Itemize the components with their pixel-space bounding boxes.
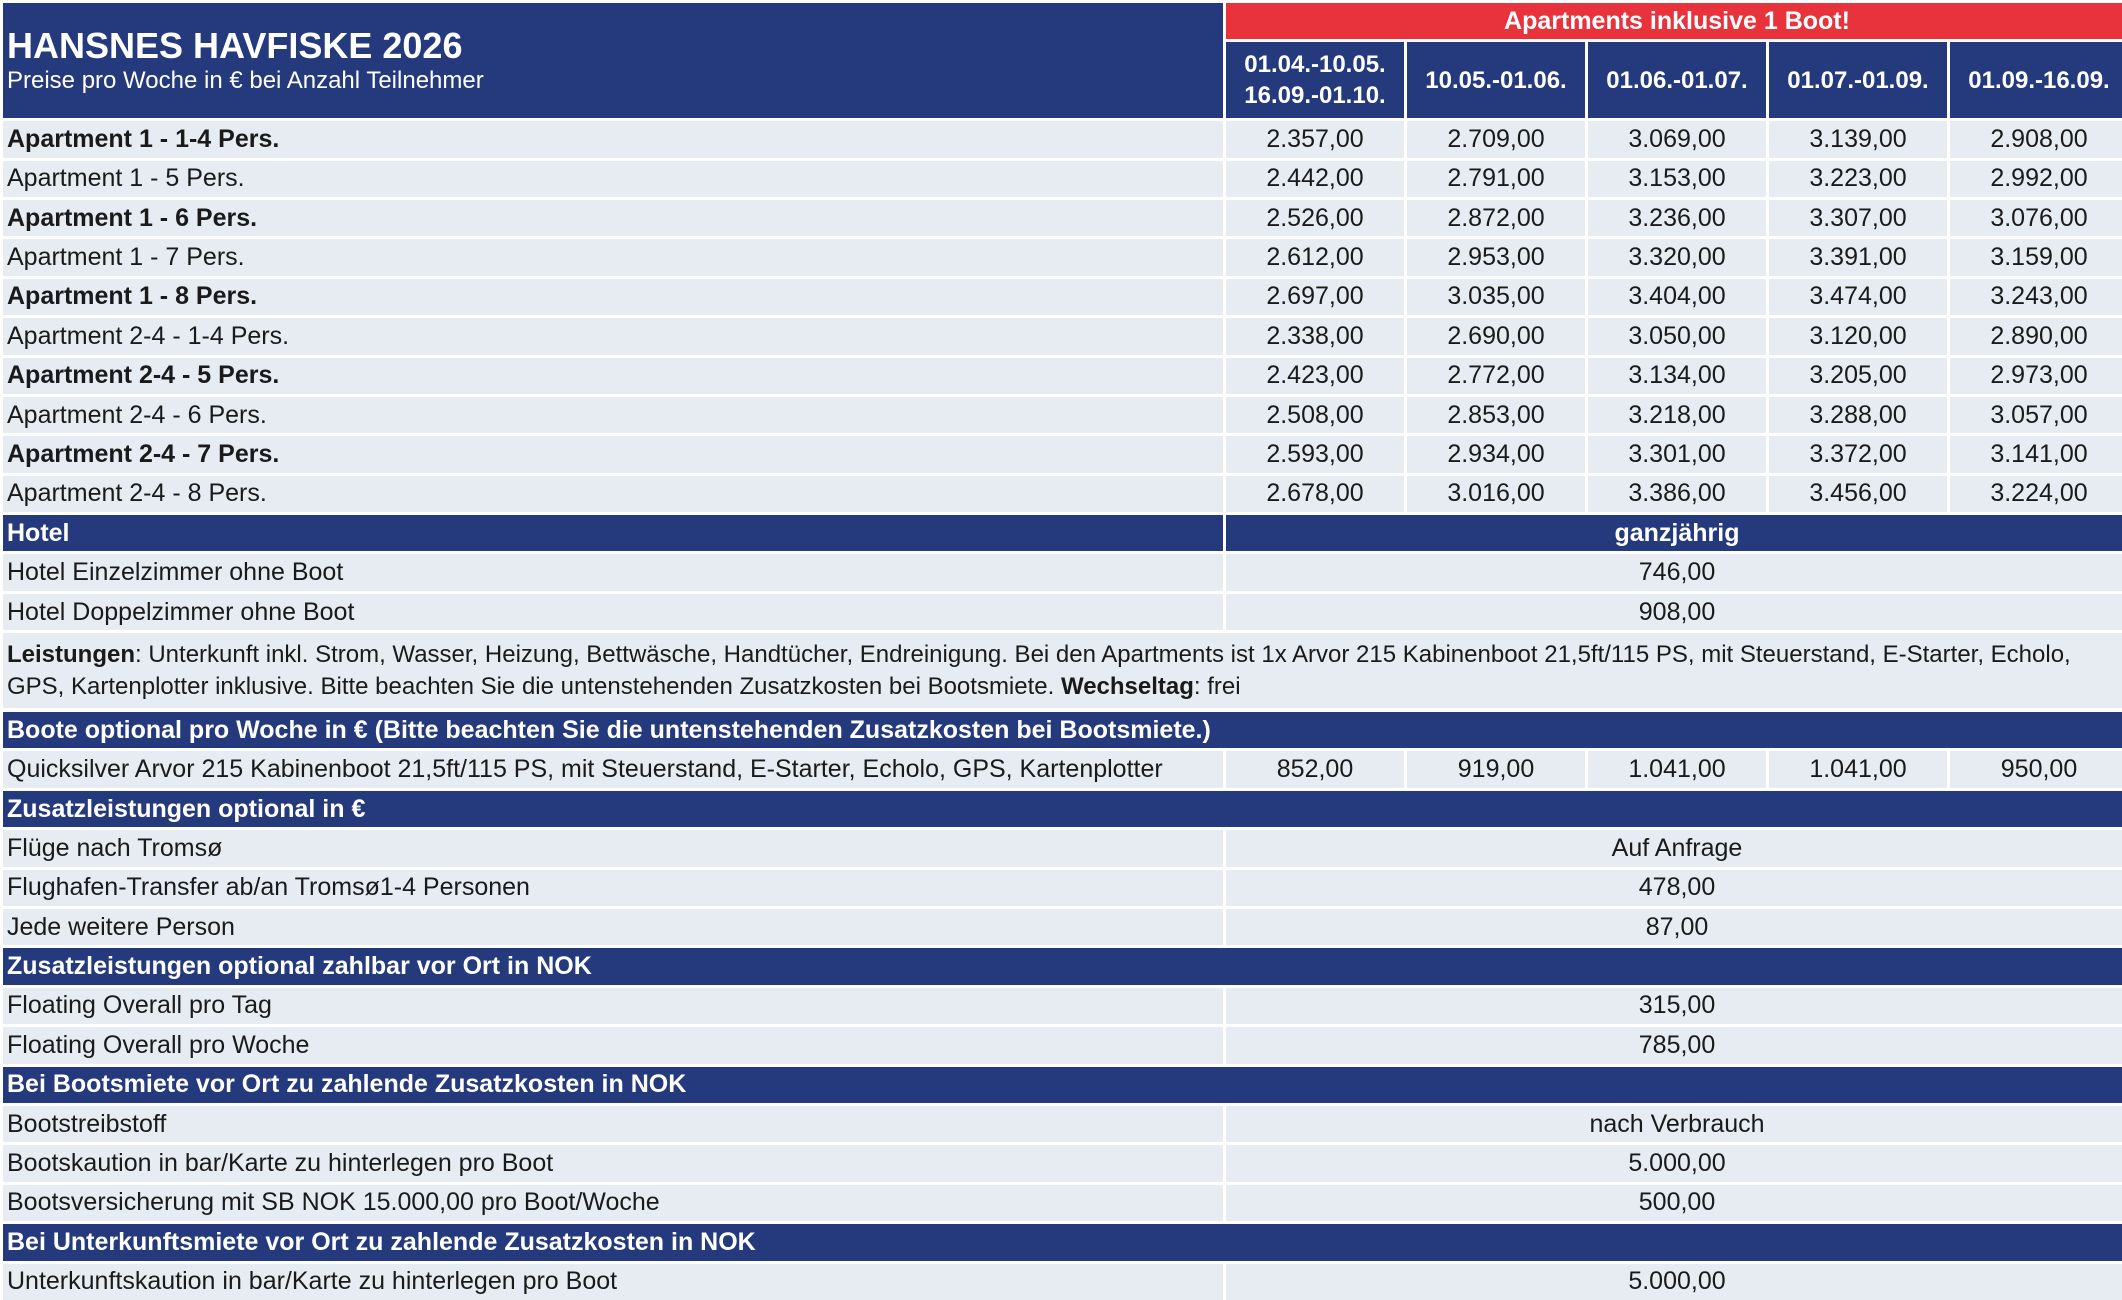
apartment-row-label: Apartment 1 - 1-4 Pers. xyxy=(3,121,1223,157)
price-cell: 3.134,00 xyxy=(1588,358,1766,394)
extra-row-label: Flüge nach Tromsø xyxy=(3,830,1223,866)
price-cell: 2.338,00 xyxy=(1226,318,1404,354)
price-cell: 3.474,00 xyxy=(1769,279,1947,315)
price-cell: 3.159,00 xyxy=(1950,239,2122,275)
season-1-line1: 01.04.-10.05. xyxy=(1244,51,1386,79)
boat-cost-row-label: Bootsversicherung mit SB NOK 15.000,00 pro Boot/Woche xyxy=(3,1185,1223,1221)
price-cell: 3.307,00 xyxy=(1769,200,1947,236)
extra-row-label: Jede weitere Person xyxy=(3,909,1223,945)
apartment-row-label: Apartment 1 - 5 Pers. xyxy=(3,161,1223,197)
apartments-banner: Apartments inklusive 1 Boot! xyxy=(1226,3,2122,39)
apartment-row-label: Apartment 1 - 7 Pers. xyxy=(3,239,1223,275)
season-5-line1: 01.09.-16.09. xyxy=(1968,66,2110,94)
price-cell: 3.141,00 xyxy=(1950,436,2122,472)
price-cell: 3.288,00 xyxy=(1769,397,1947,433)
boat-cost-value: 5.000,00 xyxy=(1226,1145,2122,1181)
price-cell: 2.890,00 xyxy=(1950,318,2122,354)
price-cell: 3.372,00 xyxy=(1769,436,1947,472)
price-cell: 3.205,00 xyxy=(1769,358,1947,394)
price-cell: 2.508,00 xyxy=(1226,397,1404,433)
boat-price-cell: 919,00 xyxy=(1407,751,1585,787)
boat-cost-row-label: Bootstreibstoff xyxy=(3,1106,1223,1142)
price-cell: 2.690,00 xyxy=(1407,318,1585,354)
price-table xyxy=(3,3,2119,1300)
price-cell: 2.772,00 xyxy=(1407,358,1585,394)
section-heading-extras-nok: Zusatzleistungen optional zahlbar vor Ort in NOK xyxy=(3,948,2122,984)
price-cell: 2.442,00 xyxy=(1226,161,1404,197)
season-header-1 xyxy=(1226,42,1404,118)
price-cell: 2.992,00 xyxy=(1950,161,2122,197)
boat-cost-row-label: Bootskaution in bar/Karte zu hinterlegen pro Boot xyxy=(3,1145,1223,1181)
extra-nok-price: 785,00 xyxy=(1226,1027,2122,1063)
section-heading-boat-costs: Bei Bootsmiete vor Ort zu zahlende Zusatzkosten in NOK xyxy=(3,1067,2122,1103)
season-header-2 xyxy=(1407,42,1585,118)
services-text: : Unterkunft inkl. Strom, Wasser, Heizung, Bettwäsche, Handtücher, Endreinigung. Bei den Apartments ist 1x Arvor 215 Kabinenboot 21,5ft/115 PS, mit Steuerstand, E-Starter, Echolo, GPS, Kartenplotter inklusive. Bitte beachten Sie die untenstehenden Zusatzkosten bei Bootsmiete. xyxy=(7,640,2071,700)
price-cell: 2.872,00 xyxy=(1407,200,1585,236)
section-heading-hotel: Hotel xyxy=(3,515,1223,551)
boat-price-cell: 852,00 xyxy=(1226,751,1404,787)
services-label: Leistungen xyxy=(7,640,136,668)
price-cell: 3.076,00 xyxy=(1950,200,2122,236)
hotel-row-label: Hotel Doppelzimmer ohne Boot xyxy=(3,594,1223,630)
price-cell: 3.035,00 xyxy=(1407,279,1585,315)
extra-price: Auf Anfrage xyxy=(1226,830,2122,866)
price-cell: 3.301,00 xyxy=(1588,436,1766,472)
apartment-row-label: Apartment 2-4 - 1-4 Pers. xyxy=(3,318,1223,354)
extra-nok-row-label: Floating Overall pro Woche xyxy=(3,1027,1223,1063)
hotel-price: 746,00 xyxy=(1226,554,2122,590)
price-cell: 2.853,00 xyxy=(1407,397,1585,433)
price-cell: 3.456,00 xyxy=(1769,476,1947,512)
price-cell: 2.612,00 xyxy=(1226,239,1404,275)
season-2-line1: 10.05.-01.06. xyxy=(1425,66,1567,94)
apartment-row-label: Apartment 1 - 8 Pers. xyxy=(3,279,1223,315)
season-1-line2: 16.09.-01.10. xyxy=(1244,82,1386,110)
price-cell: 3.223,00 xyxy=(1769,161,1947,197)
price-cell: 3.404,00 xyxy=(1588,279,1766,315)
season-3-line1: 01.06.-01.07. xyxy=(1606,66,1748,94)
price-cell: 3.243,00 xyxy=(1950,279,2122,315)
price-cell: 2.357,00 xyxy=(1226,121,1404,157)
price-cell: 3.153,00 xyxy=(1588,161,1766,197)
hotel-period: ganzjährig xyxy=(1226,515,2122,551)
boat-cost-value: 500,00 xyxy=(1226,1185,2122,1221)
boat-price-cell: 950,00 xyxy=(1950,751,2122,787)
apartment-row-label: Apartment 1 - 6 Pers. xyxy=(3,200,1223,236)
price-cell: 3.050,00 xyxy=(1588,318,1766,354)
page-subtitle: Preise pro Woche in € bei Anzahl Teilnehmer xyxy=(7,66,484,94)
price-cell: 2.973,00 xyxy=(1950,358,2122,394)
price-cell: 2.593,00 xyxy=(1226,436,1404,472)
price-cell: 2.934,00 xyxy=(1407,436,1585,472)
price-cell: 3.016,00 xyxy=(1407,476,1585,512)
extra-nok-price: 315,00 xyxy=(1226,988,2122,1024)
price-cell: 3.057,00 xyxy=(1950,397,2122,433)
boat-price-cell: 1.041,00 xyxy=(1588,751,1766,787)
price-cell: 3.139,00 xyxy=(1769,121,1947,157)
price-cell: 3.386,00 xyxy=(1588,476,1766,512)
table-header-title-block xyxy=(3,3,1223,118)
apartment-row-label: Apartment 2-4 - 8 Pers. xyxy=(3,476,1223,512)
lodging-cost-row-label: Unterkunftskaution in bar/Karte zu hinterlegen pro Boot xyxy=(3,1264,1223,1300)
season-header-5 xyxy=(1950,42,2122,118)
price-cell: 2.908,00 xyxy=(1950,121,2122,157)
services-description xyxy=(3,633,2122,708)
price-cell: 2.697,00 xyxy=(1226,279,1404,315)
season-4-line1: 01.07.-01.09. xyxy=(1787,66,1929,94)
price-cell: 2.709,00 xyxy=(1407,121,1585,157)
section-heading-lodging-costs: Bei Unterkunftsmiete vor Ort zu zahlende Zusatzkosten in NOK xyxy=(3,1224,2122,1260)
price-cell: 3.069,00 xyxy=(1588,121,1766,157)
change-day-text: : frei xyxy=(1193,672,1241,700)
extra-price: 87,00 xyxy=(1226,909,2122,945)
extra-price: 478,00 xyxy=(1226,870,2122,906)
boat-cost-value: nach Verbrauch xyxy=(1226,1106,2122,1142)
price-cell: 3.224,00 xyxy=(1950,476,2122,512)
season-header-3 xyxy=(1588,42,1766,118)
lodging-cost-value: 5.000,00 xyxy=(1226,1264,2122,1300)
change-day-label: Wechseltag xyxy=(1060,672,1194,700)
hotel-row-label: Hotel Einzelzimmer ohne Boot xyxy=(3,554,1223,590)
page-title: HANSNES HAVFISKE 2026 xyxy=(7,24,463,66)
section-heading-boats: Boote optional pro Woche in € (Bitte beachten Sie die untenstehenden Zusatzkosten bei Bootsmiete.) xyxy=(3,712,2122,748)
boat-row-label: Quicksilver Arvor 215 Kabinenboot 21,5ft/115 PS, mit Steuerstand, E-Starter, Echolo, GPS, Kartenplotter xyxy=(3,751,1223,787)
price-cell: 3.391,00 xyxy=(1769,239,1947,275)
price-cell: 2.953,00 xyxy=(1407,239,1585,275)
price-cell: 2.526,00 xyxy=(1226,200,1404,236)
apartment-row-label: Apartment 2-4 - 5 Pers. xyxy=(3,358,1223,394)
apartment-row-label: Apartment 2-4 - 7 Pers. xyxy=(3,436,1223,472)
price-cell: 2.678,00 xyxy=(1226,476,1404,512)
apartment-row-label: Apartment 2-4 - 6 Pers. xyxy=(3,397,1223,433)
price-cell: 3.320,00 xyxy=(1588,239,1766,275)
price-cell: 3.120,00 xyxy=(1769,318,1947,354)
price-cell: 2.791,00 xyxy=(1407,161,1585,197)
hotel-price: 908,00 xyxy=(1226,594,2122,630)
season-header-4 xyxy=(1769,42,1947,118)
price-cell: 2.423,00 xyxy=(1226,358,1404,394)
price-cell: 3.236,00 xyxy=(1588,200,1766,236)
boat-price-cell: 1.041,00 xyxy=(1769,751,1947,787)
price-cell: 3.218,00 xyxy=(1588,397,1766,433)
section-heading-extras-eur: Zusatzleistungen optional in € xyxy=(3,791,2122,827)
extra-nok-row-label: Floating Overall pro Tag xyxy=(3,988,1223,1024)
extra-row-label: Flughafen-Transfer ab/an Tromsø1-4 Personen xyxy=(3,870,1223,906)
